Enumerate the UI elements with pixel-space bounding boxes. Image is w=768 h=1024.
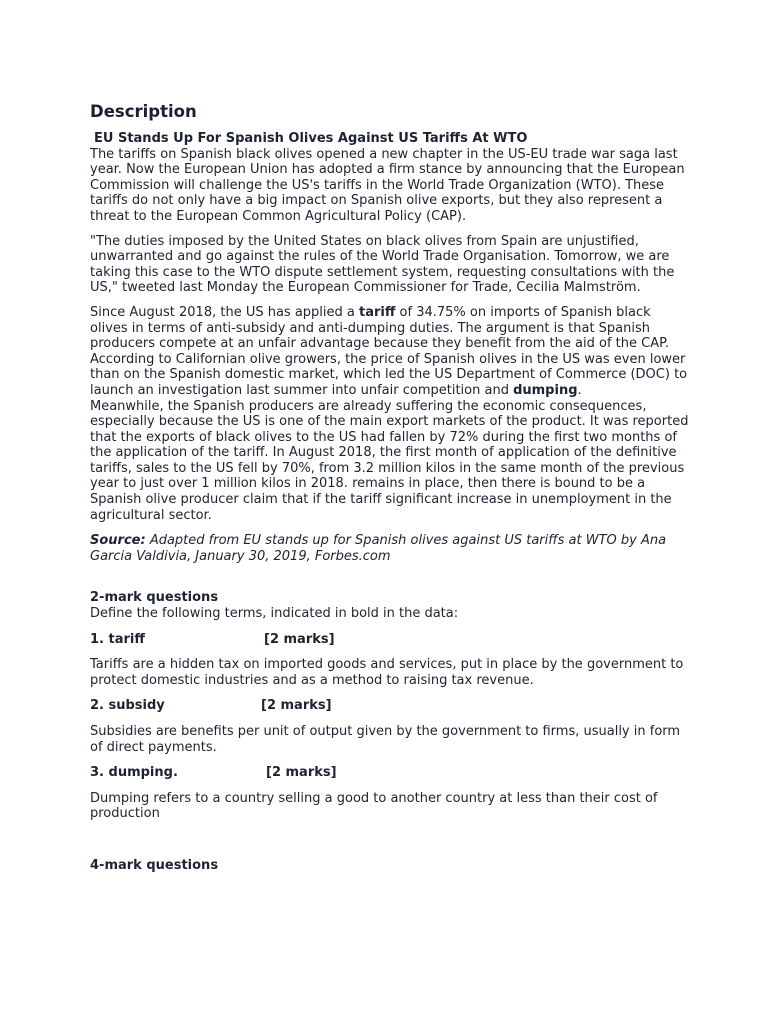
four-mark-heading: 4-mark questions (90, 857, 219, 873)
question-1 (90, 632, 690, 648)
question-marks: [2 marks] (264, 631, 335, 647)
bold-term-dumping: dumping (513, 382, 578, 398)
question-2 (90, 698, 690, 714)
question-label: 3. dumping. (90, 765, 178, 781)
two-mark-heading: 2-mark questions (90, 590, 219, 606)
article-title: EU Stands Up For Spanish Olives Against US Tariffs At WTO (94, 131, 528, 146)
text-run: of 34.75% on imports of Spanish black olives in terms of anti-subsidy and anti-dumping duties. The argument is that Spanish producers compete at an unfair advantage because they benefit from the aid of the CAP. According to Californian olive growers, the price of Spanish olives in the US was even lower than on the Spanish domestic market, which led the US Department of Commerce (DOC) to launch an investigation last summer into unfair competition and (90, 304, 688, 398)
bold-term-tariff: tariff (359, 304, 396, 320)
article-paragraph-2: "The duties imposed by the United States on black olives from Spain are unjustified, unwarranted and go against the rules of the World Trade Organisation. Tomorrow, we are taking this case to the WTO dispute settlement system, requesting consultations with the US," tweeted last Monday the European Commissioner for Trade, Cecilia Malmström. (90, 233, 675, 296)
article-paragraph-1: The tariffs on Spanish black olives opened a new chapter in the US-EU trade war saga last year. Now the European Union has adopted a firm stance by announcing that the European Commission will challenge the US's tariffs in the World Trade Organization (WTO). These tariffs do not only have a big impact on Spanish olive exports, but they also represent a threat to the European Common Agricultural Policy (CAP). (90, 146, 685, 224)
question-3 (90, 765, 690, 781)
source-citation (90, 533, 690, 564)
question-label: 2. subsidy (90, 698, 165, 714)
two-mark-instruction: Define the following terms, indicated in bold in the data: (90, 606, 459, 622)
source-label: Source: (90, 533, 146, 549)
article-paragraph-3 (90, 305, 690, 399)
document-page (90, 102, 690, 874)
answer-3: Dumping refers to a country selling a good to another country at less than their cost of production (90, 790, 658, 822)
answer-1: Tariffs are a hidden tax on imported goods and services, put in place by the government to protect domestic industries and as a method to raising tax revenue. (90, 657, 684, 688)
text-run: Since August 2018, the US has applied a (90, 304, 360, 320)
description-heading: Description (90, 102, 197, 121)
text-run: . (577, 382, 582, 398)
question-marks: [2 marks] (266, 765, 337, 781)
question-marks: [2 marks] (261, 698, 332, 714)
answer-2: Subsidies are benefits per unit of output given by the government to firms, usually in form of direct payments. (90, 724, 681, 755)
question-label: 1. tariff (90, 631, 145, 647)
article-paragraph-4: Meanwhile, the Spanish producers are already suffering the economic consequences, especially because the US is one of the main export markets of the product. It was reported that the exports of black olives to the US had fallen by 72% during the first two months of the application of the tariff. In August 2018, the first month of application of the definitive tariffs, sales to the US fell by 70%, from 3.2 million kilos in the same month of the previous year to just over 1 million kilos in 2018. remains in place, then there is bound to be a Spanish olive producer claim that if the tariff significant increase in unemployment in the agricultural sector. (90, 398, 689, 523)
source-text: Adapted from EU stands up for Spanish olives against US tariffs at WTO by Ana Garcia Valdivia, January 30, 2019, Forbes.com (90, 533, 667, 564)
